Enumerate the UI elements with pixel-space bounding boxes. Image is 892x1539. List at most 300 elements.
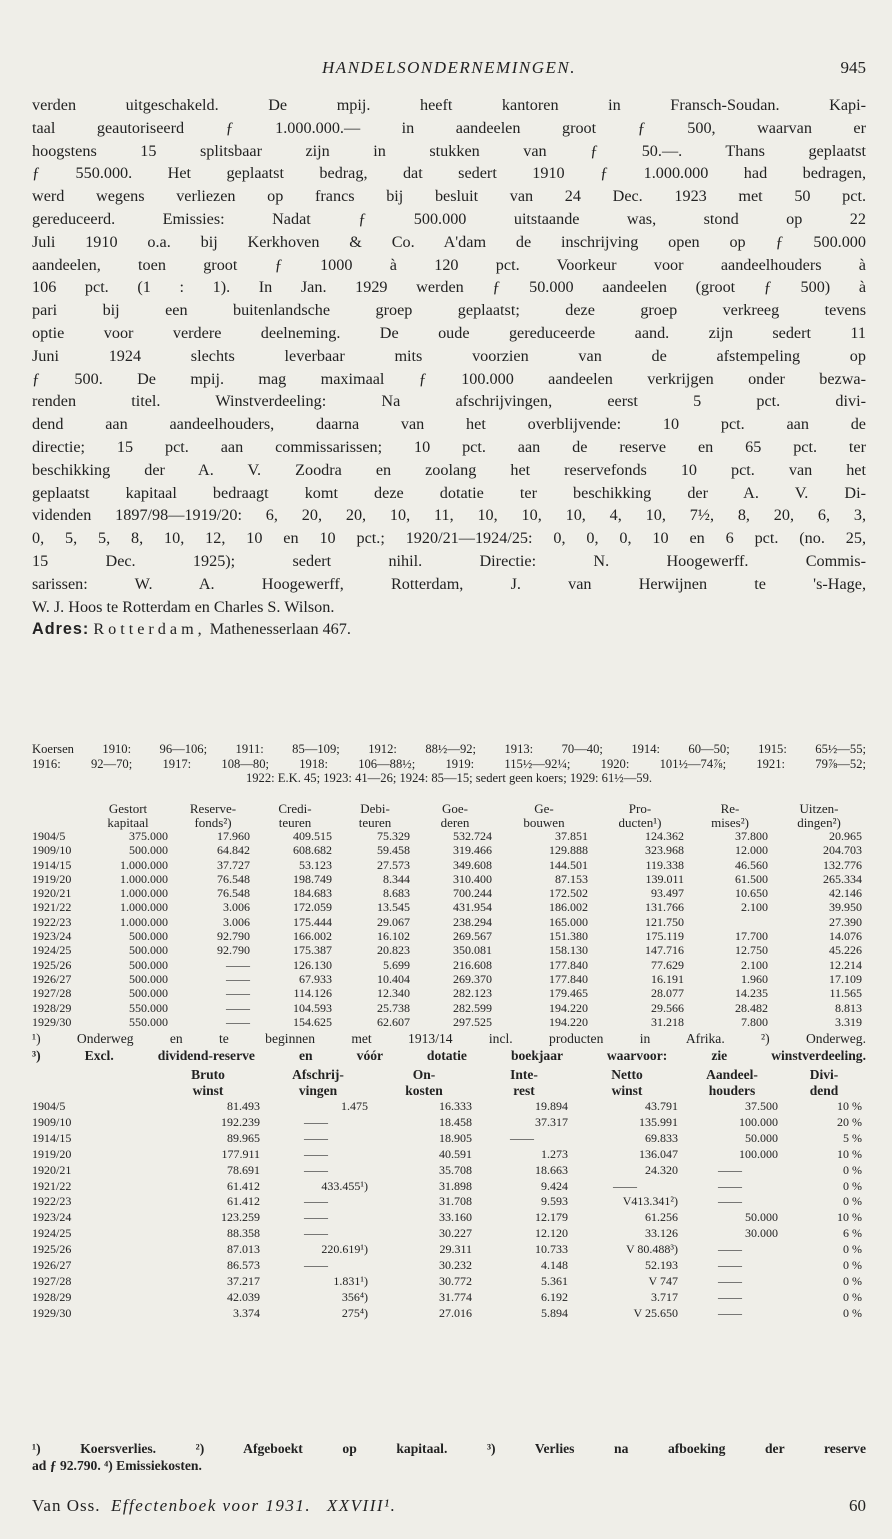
table-row xyxy=(32,858,866,872)
body-line: aandeelen, toen groot ƒ 1000 à 120 pct. Voorkeur voor aandeelhouders à xyxy=(32,255,866,274)
table-cell: 37.727 xyxy=(217,857,250,872)
table-cell: 87.153 xyxy=(555,871,588,886)
column-header: Netto winst xyxy=(611,1067,643,1098)
table-cell: 10 % xyxy=(837,1099,862,1113)
table-cell: —— xyxy=(226,957,250,972)
table-cell: 5.894 xyxy=(541,1305,568,1320)
table-cell: 1.960 xyxy=(741,971,768,986)
year-cell: 1924/25 xyxy=(32,943,72,958)
table-cell: 31.898 xyxy=(439,1178,472,1193)
table-row xyxy=(32,829,866,843)
table-cell: 0 % xyxy=(843,1273,862,1288)
table-cell: 297.525 xyxy=(453,1014,492,1029)
year-cell: 1928/29 xyxy=(32,1289,72,1304)
balance-table xyxy=(32,802,866,1029)
table-cell: 29.566 xyxy=(651,1000,684,1015)
table-row xyxy=(32,1226,866,1242)
table-cell: 135.991 xyxy=(639,1114,678,1129)
year-cell: 1904/5 xyxy=(32,829,66,843)
column-header: Uitzen- dingen²) xyxy=(797,801,841,830)
table-cell: 25.738 xyxy=(377,1000,410,1015)
table-cell: 9.424 xyxy=(541,1178,568,1193)
profit-footnotes xyxy=(32,1440,866,1474)
table-cell: 356⁴) xyxy=(341,1289,368,1304)
table-cell: —— xyxy=(304,1130,328,1145)
table-cell: —— xyxy=(226,1014,250,1029)
table-cell: 75.329 xyxy=(377,829,410,843)
table-cell: 177.840 xyxy=(549,971,588,986)
table-row xyxy=(32,872,866,886)
table-cell: 62.607 xyxy=(377,1014,410,1029)
table-cell: —— xyxy=(304,1258,328,1273)
book-title: Effectenboek voor 1931. xyxy=(110,1496,312,1515)
balance-table-body xyxy=(32,829,866,1029)
table-cell: 31.218 xyxy=(651,1014,684,1029)
table-cell: 265.334 xyxy=(823,871,862,886)
year-cell: 1904/5 xyxy=(32,1099,66,1113)
table-cell: 19.894 xyxy=(535,1099,568,1113)
body-line: sarissen: W. A. Hoogewerff, Rotterdam, J. van Herwijnen te 's-Hage, xyxy=(32,574,866,593)
table-cell: 12.179 xyxy=(535,1210,568,1225)
table-cell: 319.466 xyxy=(453,843,492,858)
table-cell: 132.776 xyxy=(823,857,862,872)
table-cell: 216.608 xyxy=(453,957,492,972)
table-cell: 0 % xyxy=(843,1289,862,1304)
table-cell: 39.950 xyxy=(829,900,862,915)
table-cell: 87.013 xyxy=(227,1242,260,1257)
table-cell: 12.214 xyxy=(829,957,862,972)
year-cell: 1929/30 xyxy=(32,1014,72,1029)
table-row xyxy=(32,1258,866,1274)
table-cell: 114.126 xyxy=(293,986,332,1001)
table-cell: 10.650 xyxy=(735,886,768,901)
table-cell: 59.458 xyxy=(377,843,410,858)
company-description xyxy=(32,94,866,641)
table-cell: 100.000 xyxy=(739,1114,778,1129)
year-cell: 1928/29 xyxy=(32,1000,72,1015)
body-line: dend aan aandeelhouders, daarna van het overblijvende: 10 pct. aan de xyxy=(32,415,866,434)
column-header xyxy=(32,802,84,829)
table-cell: 40.591 xyxy=(439,1146,472,1161)
table-cell: 31.774 xyxy=(439,1289,472,1304)
body-line: renden titel. Winstverdeeling: Na afschrijvingen, eerst 5 pct. divi- xyxy=(32,392,866,411)
body-line: 15 Dec. 1925); sedert nihil. Directie: N. Hoogewerff. Commis- xyxy=(32,551,866,570)
table-cell: 5.699 xyxy=(383,957,410,972)
year-cell: 1929/30 xyxy=(32,1305,72,1320)
table-cell: 37.851 xyxy=(555,829,588,843)
table-cell: 1.475 xyxy=(341,1099,368,1113)
column-header: On- kosten xyxy=(405,1067,443,1098)
table-row xyxy=(32,1001,866,1015)
table-cell: 269.370 xyxy=(453,971,492,986)
table-cell: 349.608 xyxy=(453,857,492,872)
table-cell: 431.954 xyxy=(453,900,492,915)
table-cell: 50.000 xyxy=(745,1210,778,1225)
table-cell: 64.842 xyxy=(217,843,250,858)
table-cell: 35.708 xyxy=(439,1162,472,1177)
table-cell: 194.220 xyxy=(549,1000,588,1015)
body-line: beschikking der A. V. Zoodra en zoolang het reservefonds 10 pct. van het xyxy=(32,460,866,479)
table-cell: 33.160 xyxy=(439,1210,472,1225)
table-cell: 121.750 xyxy=(645,914,684,929)
profit-table-body xyxy=(32,1099,866,1322)
body-line: ƒ 550.000. Het geplaatst bedrag, dat sedert 1910 ƒ 1.000.000 had bedragen, xyxy=(32,164,866,183)
table-row xyxy=(32,972,866,986)
column-header: Afschrij- vingen xyxy=(292,1067,344,1098)
footnote-line: ¹) Onderweg en te beginnen met 1913/14 incl. producten in Afrika. ²) Onderweg. xyxy=(32,1031,866,1046)
table-cell: 5 % xyxy=(843,1130,862,1145)
body-line: taal geautoriseerd ƒ 1.000.000.— in aandeelen groot ƒ 500, waarvan er xyxy=(32,118,866,137)
table-cell: 194.220 xyxy=(549,1014,588,1029)
table-cell: —— xyxy=(718,1258,742,1273)
table-row xyxy=(32,1131,866,1147)
table-cell: —— xyxy=(226,986,250,1001)
table-cell: 154.625 xyxy=(293,1014,332,1029)
table-row xyxy=(32,1306,866,1322)
table-cell: 37.317 xyxy=(535,1114,568,1129)
table-cell: —— xyxy=(304,1194,328,1209)
table-cell: 532.724 xyxy=(453,829,492,843)
table-cell: 3.717 xyxy=(651,1289,678,1304)
table-cell: —— xyxy=(304,1162,328,1177)
table-cell: —— xyxy=(304,1146,328,1161)
table-cell: 220.619¹) xyxy=(321,1242,368,1257)
table-cell: 165.000 xyxy=(549,914,588,929)
table-cell: 124.362 xyxy=(645,829,684,843)
table-cell: 177.840 xyxy=(549,957,588,972)
table-cell: 500.000 xyxy=(129,971,168,986)
table-cell: V 80.488³) xyxy=(625,1242,678,1257)
table-cell: 31.708 xyxy=(439,1194,472,1209)
table-cell: 18.458 xyxy=(439,1114,472,1129)
address-label: Adres: xyxy=(32,620,90,639)
table-cell: 3.006 xyxy=(223,914,250,929)
table-cell: 129.888 xyxy=(549,843,588,858)
table-cell: 17.700 xyxy=(735,929,768,944)
table-cell: 3.006 xyxy=(223,900,250,915)
table-cell: 61.256 xyxy=(645,1210,678,1225)
table-cell: 12.750 xyxy=(735,943,768,958)
table-cell: 27.016 xyxy=(439,1305,472,1320)
table-cell: 43.791 xyxy=(645,1099,678,1113)
table-row xyxy=(32,1015,866,1029)
table-cell: 16.333 xyxy=(439,1099,472,1113)
page-footer xyxy=(32,1496,866,1520)
page-header xyxy=(32,58,866,82)
profit-table xyxy=(32,1067,866,1322)
table-cell: 1.000.000 xyxy=(120,900,168,915)
table-cell: V 25.650 xyxy=(633,1305,678,1320)
table-cell: 323.968 xyxy=(645,843,684,858)
table-cell: 550.000 xyxy=(129,1014,168,1029)
table-cell: 28.482 xyxy=(735,1000,768,1015)
table-cell: 10 % xyxy=(837,1146,862,1161)
year-cell: 1919/20 xyxy=(32,1146,72,1161)
table-cell: —— xyxy=(510,1130,534,1145)
address-city: Rotterdam, xyxy=(93,620,206,639)
table-cell: 37.500 xyxy=(745,1099,778,1113)
table-cell: 42.146 xyxy=(829,886,862,901)
column-header: Credi- teuren xyxy=(278,801,312,830)
table-cell: 700.244 xyxy=(453,886,492,901)
table-cell: 131.766 xyxy=(645,900,684,915)
table-cell: 76.548 xyxy=(217,886,250,901)
table-cell: 33.126 xyxy=(645,1226,678,1241)
table-cell: 0 % xyxy=(843,1162,862,1177)
table-row xyxy=(32,929,866,943)
table-cell: —— xyxy=(718,1242,742,1257)
publication-line xyxy=(32,1496,396,1516)
balance-footnotes xyxy=(32,1030,866,1064)
year-cell: 1920/21 xyxy=(32,886,72,901)
column-header xyxy=(32,1067,152,1099)
table-cell: 20.823 xyxy=(377,943,410,958)
table-cell: 6 % xyxy=(843,1226,862,1241)
table-row xyxy=(32,958,866,972)
table-cell: 12.000 xyxy=(735,843,768,858)
table-cell: 67.933 xyxy=(299,971,332,986)
price-line: Koersen 1910: 96—106; 1911: 85—109; 1912: 88½—92; 1913: 70—40; 1914: 60—50; 1915: 65½—55; xyxy=(32,742,866,756)
year-cell: 1920/21 xyxy=(32,1162,72,1177)
table-row xyxy=(32,1210,866,1226)
table-cell: 24.320 xyxy=(645,1162,678,1177)
table-cell: 136.047 xyxy=(639,1146,678,1161)
table-row xyxy=(32,1179,866,1195)
table-cell: 0 % xyxy=(843,1194,862,1209)
table-cell: 409.515 xyxy=(293,829,332,843)
table-cell: 175.387 xyxy=(293,943,332,958)
table-cell: 100.000 xyxy=(739,1146,778,1161)
table-cell: 5.361 xyxy=(541,1273,568,1288)
year-cell: 1925/26 xyxy=(32,957,72,972)
table-cell: 186.002 xyxy=(549,900,588,915)
table-cell: 37.800 xyxy=(735,829,768,843)
table-cell: 3.374 xyxy=(233,1305,260,1320)
table-row xyxy=(32,1290,866,1306)
table-cell: 10.404 xyxy=(377,971,410,986)
table-cell: 9.593 xyxy=(541,1194,568,1209)
table-cell: 166.002 xyxy=(293,929,332,944)
year-cell: 1922/23 xyxy=(32,914,72,929)
table-row xyxy=(32,986,866,1000)
table-cell: 30.000 xyxy=(745,1226,778,1241)
table-cell: 139.011 xyxy=(645,871,684,886)
table-cell: 0 % xyxy=(843,1305,862,1320)
table-cell: 37.217 xyxy=(227,1273,260,1288)
table-cell: 1.000.000 xyxy=(120,871,168,886)
table-cell: 92.790 xyxy=(217,943,250,958)
table-cell: 172.502 xyxy=(549,886,588,901)
year-cell: 1909/10 xyxy=(32,843,72,858)
table-cell: 147.716 xyxy=(645,943,684,958)
table-cell: —— xyxy=(304,1114,328,1129)
table-cell: 14.076 xyxy=(829,929,862,944)
table-cell: 20.965 xyxy=(829,829,862,843)
table-cell xyxy=(688,915,772,929)
table-cell: 4.148 xyxy=(541,1258,568,1273)
table-cell: 172.059 xyxy=(293,900,332,915)
table-cell: 7.800 xyxy=(741,1014,768,1029)
year-cell: 1925/26 xyxy=(32,1242,72,1257)
table-cell: 0 % xyxy=(843,1258,862,1273)
table-cell: 275⁴) xyxy=(341,1305,368,1320)
table-cell: 17.960 xyxy=(217,829,250,843)
table-cell: 433.455¹) xyxy=(321,1178,368,1193)
table-cell: 8.683 xyxy=(383,886,410,901)
table-cell: 282.123 xyxy=(453,986,492,1001)
table-cell: 269.567 xyxy=(453,929,492,944)
body-line: geplaatst kapitaal bedraagt komt deze dotatie ter beschikking der A. V. Di- xyxy=(32,483,866,502)
table-cell: 0 % xyxy=(843,1178,862,1193)
year-cell: 1923/24 xyxy=(32,929,72,944)
table-cell: 2.100 xyxy=(741,900,768,915)
table-cell: —— xyxy=(718,1162,742,1177)
table-cell: 608.682 xyxy=(293,843,332,858)
table-row xyxy=(32,843,866,857)
table-cell: 50.000 xyxy=(745,1130,778,1145)
table-cell: 310.400 xyxy=(453,871,492,886)
table-cell: 500.000 xyxy=(129,986,168,1001)
table-cell: 144.501 xyxy=(549,857,588,872)
body-line: gereduceerd. Emissies: Nadat ƒ 500.000 uitstaande was, stond op 22 xyxy=(32,209,866,228)
table-cell: 18.905 xyxy=(439,1130,472,1145)
table-cell: 92.790 xyxy=(217,929,250,944)
year-cell: 1926/27 xyxy=(32,971,72,986)
table-cell: 158.130 xyxy=(549,943,588,958)
table-header-row xyxy=(32,1067,866,1099)
table-cell: —— xyxy=(718,1178,742,1193)
table-cell: V 747 xyxy=(648,1273,678,1288)
body-line: Juni 1924 slechts leverbaar mits voorzien van de afstempeling op xyxy=(32,346,866,365)
table-cell: —— xyxy=(226,1000,250,1015)
table-cell: 61.412 xyxy=(227,1178,260,1193)
table-cell: 500.000 xyxy=(129,943,168,958)
footnote-line: ad ƒ 92.790. ⁴) Emissiekosten. xyxy=(32,1458,202,1473)
table-cell: 123.259 xyxy=(221,1210,260,1225)
table-cell: —— xyxy=(718,1289,742,1304)
table-cell: 30.227 xyxy=(439,1226,472,1241)
table-cell: 151.380 xyxy=(549,929,588,944)
table-cell: 86.573 xyxy=(227,1258,260,1273)
table-cell: 16.191 xyxy=(651,971,684,986)
page-number: 945 xyxy=(840,58,866,77)
table-cell: 282.599 xyxy=(453,1000,492,1015)
table-cell: 42.039 xyxy=(227,1289,260,1304)
running-title: HANDELSONDERNEMINGEN. xyxy=(322,58,576,77)
year-cell: 1926/27 xyxy=(32,1258,72,1273)
body-line: directie; 15 pct. aan commissarissen; 10 pct. aan de reserve en 65 pct. ter xyxy=(32,437,866,456)
table-cell: 1.273 xyxy=(541,1146,568,1161)
table-cell: 20 % xyxy=(837,1114,862,1129)
body-line: 0, 5, 5, 8, 10, 12, 10 en 10 pct.; 1920/21—1924/25: 0, 0, 0, 10 en 6 pct. (no. 25, xyxy=(32,529,866,548)
table-row xyxy=(32,886,866,900)
year-cell: 1919/20 xyxy=(32,871,72,886)
table-cell: 375.000 xyxy=(129,829,168,843)
column-header: Debi- teuren xyxy=(358,801,392,830)
body-line: ƒ 500. De mpij. mag maximaal ƒ 100.000 aandeelen verkrijgen onder bezwa- xyxy=(32,369,866,388)
price-history xyxy=(32,742,866,786)
price-line: 1916: 92—70; 1917: 108—80; 1918: 106—88½; 1919: 115½—92¼; 1920: 101½—74⅞; 1921: 79⅞—52; xyxy=(32,756,866,771)
table-cell: 12.340 xyxy=(377,986,410,1001)
table-cell: 550.000 xyxy=(129,1000,168,1015)
table-cell: 27.573 xyxy=(377,857,410,872)
table-cell: 10.733 xyxy=(535,1242,568,1257)
table-row xyxy=(32,1242,866,1258)
column-header: Ge- bouwen xyxy=(523,801,565,830)
table-cell: 13.545 xyxy=(377,900,410,915)
table-cell: 3.319 xyxy=(835,1014,862,1029)
table-cell: 8.813 xyxy=(835,1000,862,1015)
body-line: pari bij een buitenlandsche groep geplaatst; deze groep verkreeg tevens xyxy=(32,301,866,320)
table-row xyxy=(32,1115,866,1131)
table-row xyxy=(32,915,866,929)
table-cell: 18.663 xyxy=(535,1162,568,1177)
table-cell: 1.000.000 xyxy=(120,886,168,901)
table-cell: 30.232 xyxy=(439,1258,472,1273)
body-line: optie voor verdere deelneming. De oude gereduceerde aand. zijn sedert 11 xyxy=(32,323,866,342)
table-row xyxy=(32,1147,866,1163)
column-header: Goe- deren xyxy=(440,801,470,830)
table-cell: 177.911 xyxy=(221,1146,260,1161)
table-cell: —— xyxy=(718,1273,742,1288)
body-line: hoogstens 15 splitsbaar zijn in stukken van ƒ 50.—. Thans geplaatst xyxy=(32,141,866,160)
table-cell: —— xyxy=(718,1305,742,1320)
table-row xyxy=(32,1274,866,1290)
table-cell: 126.130 xyxy=(293,957,332,972)
year-cell: 1923/24 xyxy=(32,1210,72,1225)
year-cell: 1909/10 xyxy=(32,1114,72,1129)
table-cell: 89.965 xyxy=(227,1130,260,1145)
table-cell: 30.772 xyxy=(439,1273,472,1288)
table-cell: 53.123 xyxy=(299,857,332,872)
body-line: verden uitgeschakeld. De mpij. heeft kantoren in Fransch-Soudan. Kapi- xyxy=(32,96,866,114)
table-cell: —— xyxy=(718,1194,742,1209)
table-cell: 175.444 xyxy=(293,914,332,929)
table-cell: 104.593 xyxy=(293,1000,332,1015)
table-cell: 350.081 xyxy=(453,943,492,958)
table-cell: 29.067 xyxy=(377,914,410,929)
table-row xyxy=(32,900,866,914)
table-row xyxy=(32,943,866,957)
table-cell: 69.833 xyxy=(645,1130,678,1145)
table-row xyxy=(32,1099,866,1115)
year-cell: 1921/22 xyxy=(32,900,72,915)
table-cell: 46.560 xyxy=(735,857,768,872)
column-header: Pro- ducten¹) xyxy=(618,801,662,830)
table-cell: 6.192 xyxy=(541,1289,568,1304)
year-cell: 1914/15 xyxy=(32,1130,72,1145)
table-cell: V413.341²) xyxy=(622,1194,678,1209)
year-cell: 1922/23 xyxy=(32,1194,72,1209)
column-header: Aandeel- houders xyxy=(706,1067,758,1098)
body-line: Juli 1910 o.a. bij Kerkhoven & Co. A'dam de inschrijving open op ƒ 500.000 xyxy=(32,232,866,251)
table-cell: 12.120 xyxy=(535,1226,568,1241)
table-cell: 204.703 xyxy=(823,843,862,858)
year-cell: 1921/22 xyxy=(32,1178,72,1193)
table-cell: 45.226 xyxy=(829,943,862,958)
table-cell: 8.344 xyxy=(383,871,410,886)
column-header: Divi- dend xyxy=(809,1067,839,1098)
table-cell: 198.749 xyxy=(293,871,332,886)
column-header: Bruto winst xyxy=(191,1067,225,1098)
table-cell: 28.077 xyxy=(651,986,684,1001)
table-cell: 500.000 xyxy=(129,929,168,944)
table-cell: 76.548 xyxy=(217,871,250,886)
table-cell: —— xyxy=(613,1178,637,1193)
table-cell: 175.119 xyxy=(645,929,684,944)
year-cell: 1927/28 xyxy=(32,1273,72,1288)
table-cell: —— xyxy=(226,971,250,986)
